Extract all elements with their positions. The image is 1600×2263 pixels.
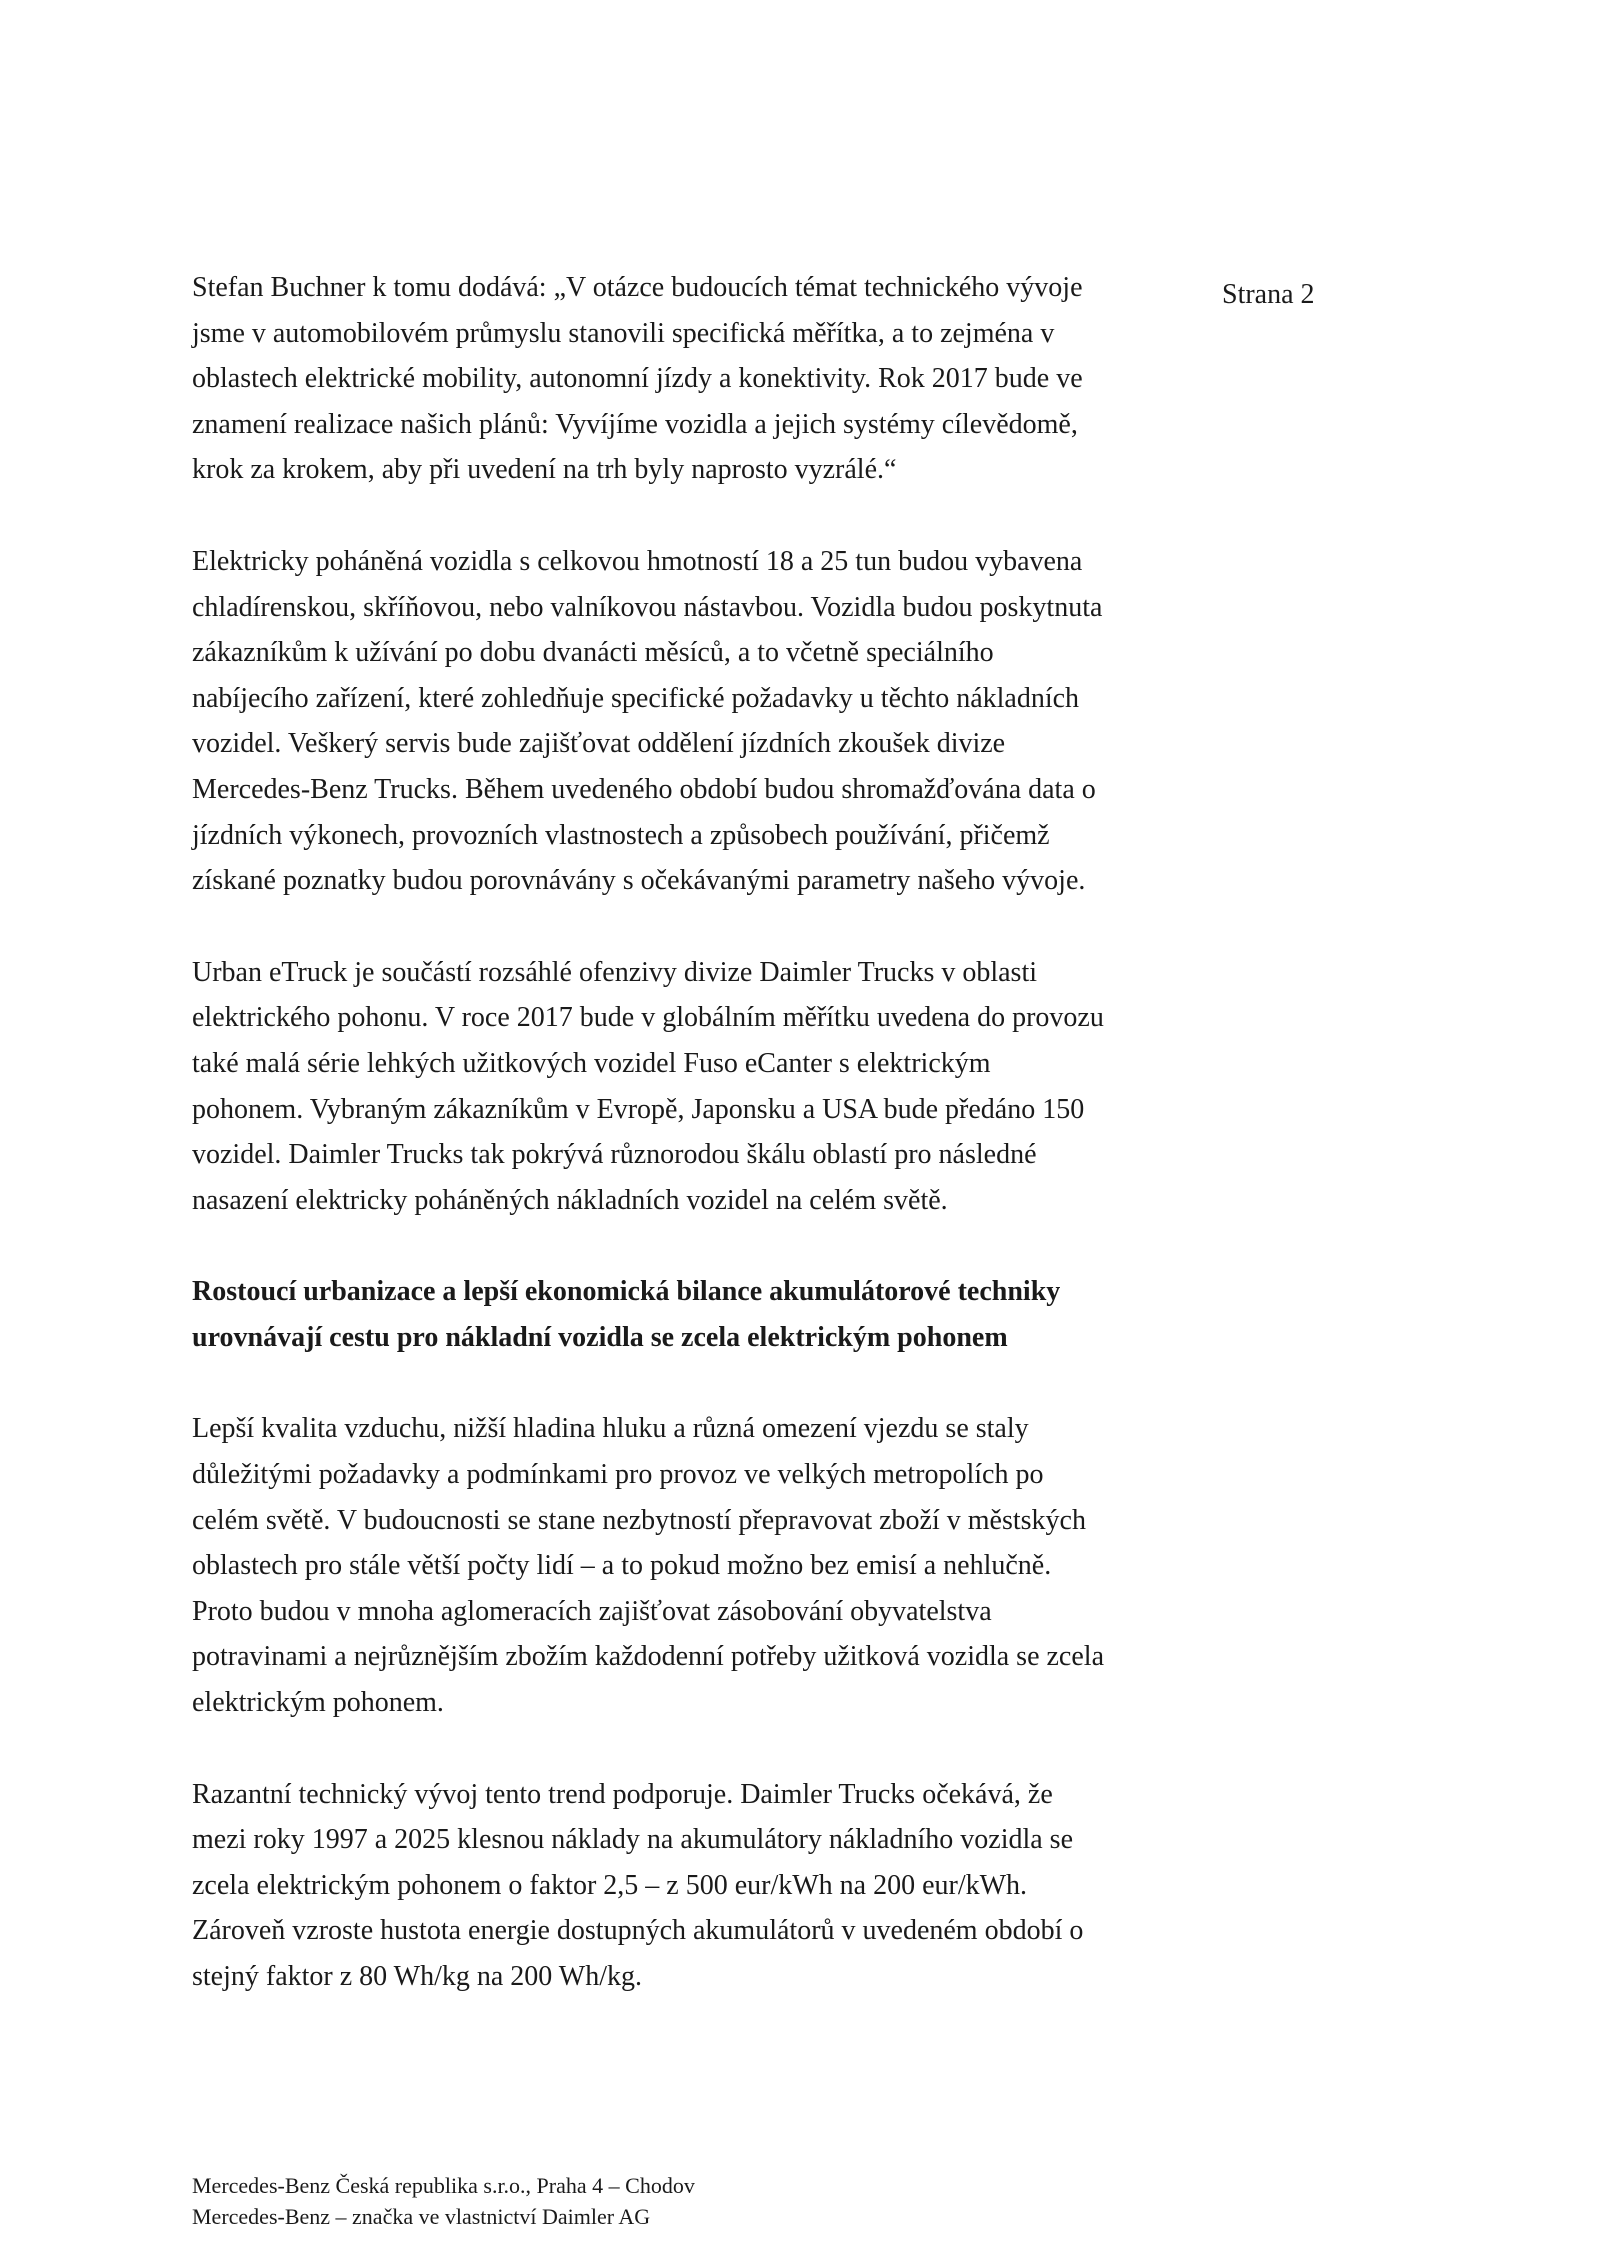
paragraph-battery [192, 1772, 1172, 2000]
paragraph-etruck [192, 950, 1172, 1224]
text-line: celém světě. V budoucnosti se stane nezbytností přepravovat zboží v městských [192, 1504, 1086, 1536]
paragraph-quote [192, 265, 1172, 493]
article-body [192, 265, 1172, 2046]
text-line: také malá série lehkých užitkových vozidel Fuso eCanter s elektrickým [192, 1047, 991, 1079]
text-line: vozidel. Veškerý servis bude zajišťovat oddělení jízdních zkoušek divize [192, 728, 1006, 760]
text-line: jsme v automobilovém průmyslu stanovili specifická měřítka, a to zejména v [192, 317, 1055, 349]
footer-brand-line: Mercedes-Benz – značka ve vlastnictví Daimler AG [192, 2204, 651, 2229]
text-line: zcela elektrickým pohonem o faktor 2,5 – z 500 eur/kWh na 200 eur/kWh. [192, 1869, 1028, 1901]
text-line: Proto budou v mnoha aglomeracích zajišťovat zásobování obyvatelstva [192, 1595, 992, 1627]
section-heading [192, 1269, 1172, 1360]
heading-line: urovnávají cestu pro nákladní vozidla se zcela elektrickým pohonem [192, 1321, 1008, 1353]
text-line: Stefan Buchner k tomu dodává: „V otázce budoucích témat technického vývoje [192, 272, 1083, 303]
text-line: nasazení elektricky poháněných nákladních vozidel na celém světě. [192, 1184, 948, 1216]
text-line: Razantní technický vývoj tento trend podporuje. Daimler Trucks očekává, že [192, 1778, 1053, 1810]
text-line: Lepší kvalita vzduchu, nižší hladina hluku a různá omezení vjezdu se staly [192, 1413, 1029, 1445]
text-line: potravinami a nejrůznějším zbožím každodenní potřeby užitková vozidla se zcela [192, 1641, 1104, 1673]
text-line: zákazníkům k užívání po dobu dvanácti měsíců, a to včetně speciálního [192, 637, 994, 669]
text-line: vozidel. Daimler Trucks tak pokrývá různorodou škálu oblastí pro následné [192, 1139, 1037, 1171]
text-line: pohonem. Vybraným zákazníkům v Evropě, Japonsku a USA bude předáno 150 [192, 1093, 1085, 1125]
text-line: nabíjecího zařízení, které zohledňuje specifické požadavky u těchto nákladních [192, 682, 1080, 714]
paragraph-vehicles [192, 539, 1172, 904]
text-line: Zároveň vzroste hustota energie dostupných akumulátorů v uvedeném období o [192, 1915, 1084, 1947]
text-line: Urban eTruck je součástí rozsáhlé ofenzivy divize Daimler Trucks v oblasti [192, 956, 1038, 988]
text-line: mezi roky 1997 a 2025 klesnou náklady na akumulátory nákladního vozidla se [192, 1824, 1074, 1856]
text-line: jízdních výkonech, provozních vlastnostech a způsobech používání, přičemž [192, 819, 1050, 851]
text-line: Mercedes-Benz Trucks. Během uvedeného období budou shromažďována data o [192, 773, 1096, 805]
text-line: elektrickým pohonem. [192, 1687, 444, 1719]
page-number: Strana 2 [1222, 279, 1315, 310]
text-line: krok za krokem, aby při uvedení na trh byly naprosto vyzrálé.“ [192, 454, 897, 486]
text-line: chladírenskou, skříňovou, nebo valníkovou nástavbou. Vozidla budou poskytnuta [192, 591, 1103, 623]
text-line: důležitými požadavky a podmínkami pro provoz ve velkých metropolích po [192, 1459, 1044, 1491]
text-line: stejný faktor z 80 Wh/kg na 200 Wh/kg. [192, 1961, 642, 1992]
text-line: oblastech pro stále větší počty lidí – a to pokud možno bez emisí a nehlučně. [192, 1550, 1052, 1582]
page-footer [192, 2170, 1092, 2232]
text-line: znamení realizace našich plánů: Vyvíjíme vozidla a jejich systémy cílevědomě, [192, 408, 1078, 440]
text-line: Elektricky poháněná vozidla s celkovou hmotností 18 a 25 tun budou vybavena [192, 545, 1083, 577]
text-line: elektrického pohonu. V roce 2017 bude v globálním měřítku uvedena do provozu [192, 1002, 1104, 1034]
footer-company-line: Mercedes-Benz Česká republika s.r.o., Praha 4 – Chodov [192, 2173, 695, 2198]
heading-line: Rostoucí urbanizace a lepší ekonomická bilance akumulátorové techniky [192, 1276, 1061, 1308]
text-line: získané poznatky budou porovnávány s očekávanými parametry našeho vývoje. [192, 865, 1086, 897]
text-line: oblastech elektrické mobility, autonomní jízdy a konektivity. Rok 2017 bude ve [192, 363, 1083, 395]
paragraph-urbanization [192, 1406, 1172, 1725]
